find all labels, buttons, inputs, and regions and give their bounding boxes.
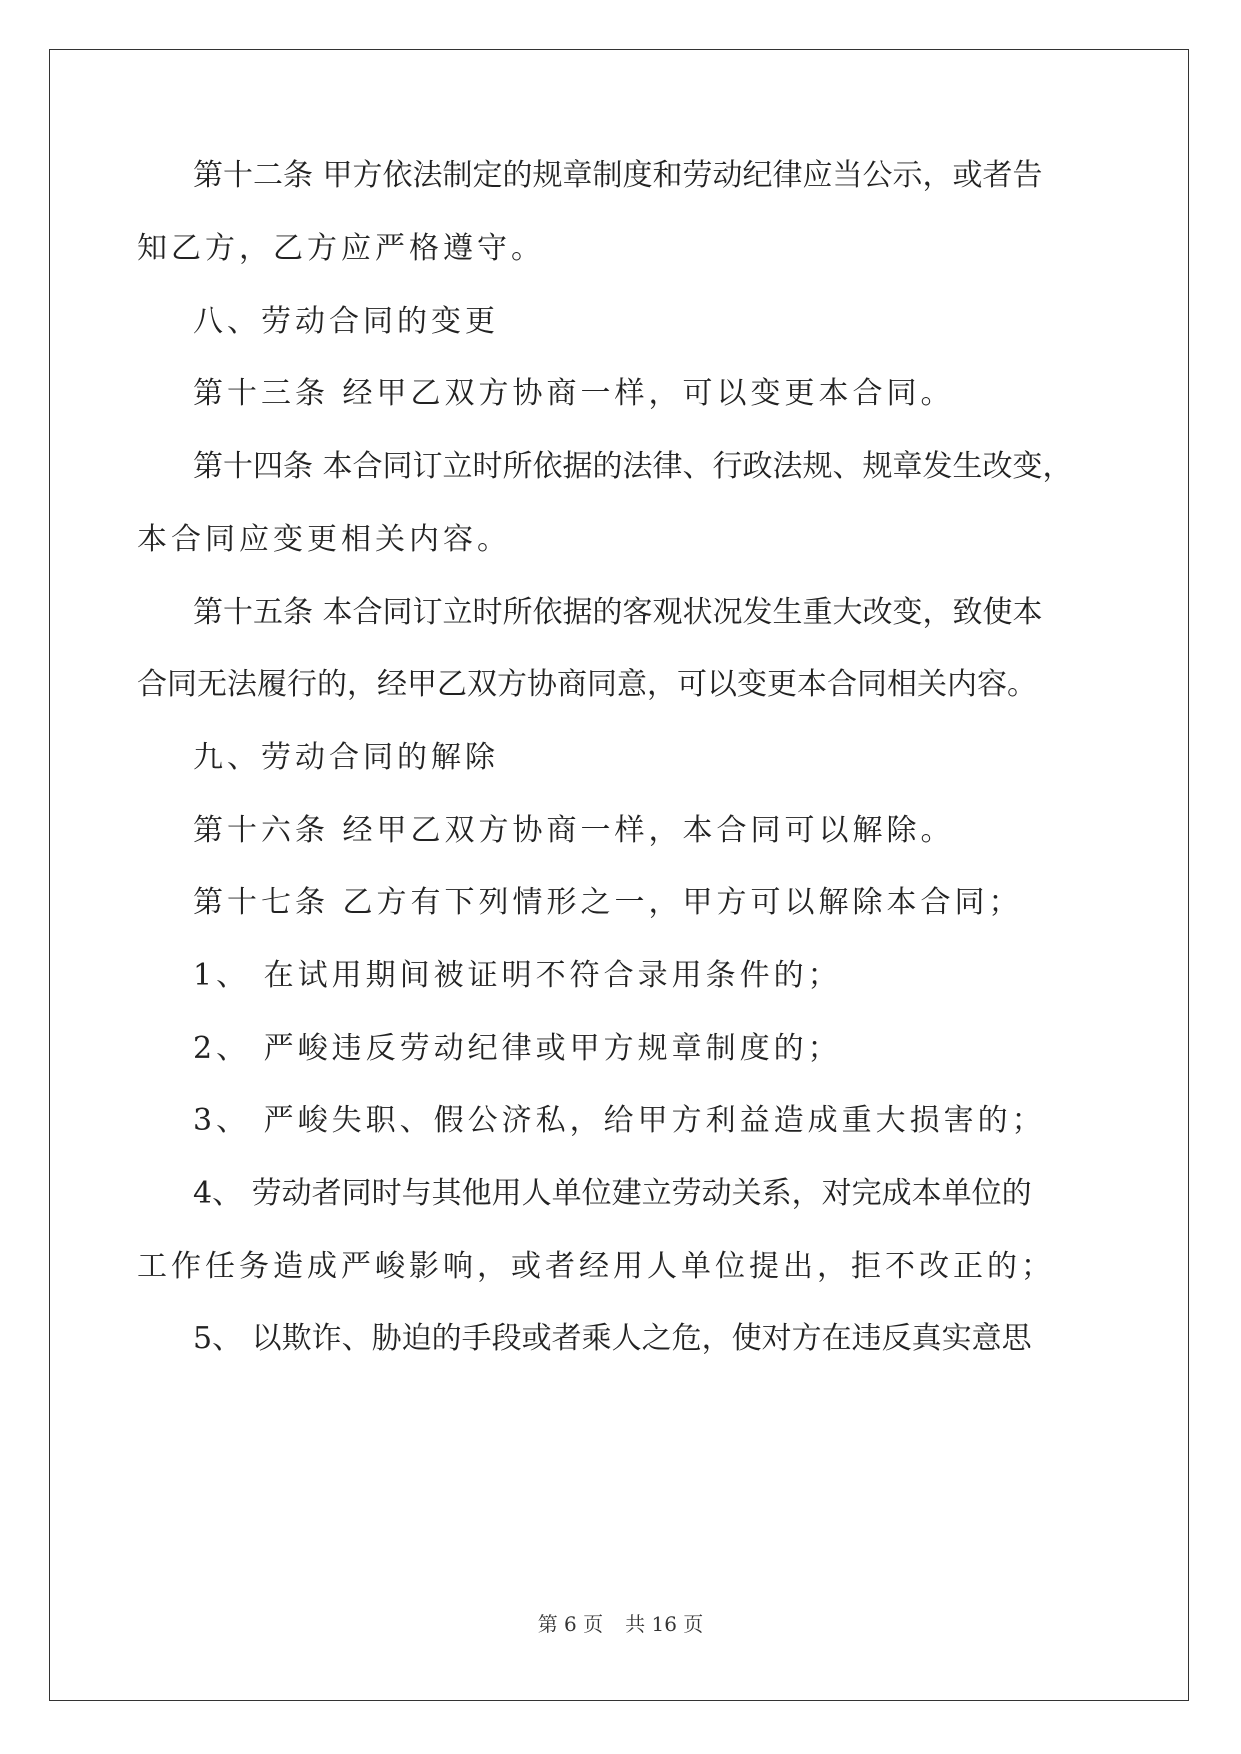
- paragraph-article-17: 第十七条 乙方有下列情形之一，甲方可以解除本合同；: [193, 885, 1023, 920]
- paragraph-article-14-line2: 本合同应变更相关内容。: [137, 522, 511, 557]
- paragraph-article-15-line2: 合同无法履行的，经甲乙双方协商同意，可以变更本合同相关内容。: [137, 667, 1037, 702]
- page-footer: [0, 1611, 1241, 1637]
- paragraph-article-12-line1: 第十二条 甲方依法制定的规章制度和劳动纪律应当公示，或者告: [193, 158, 1043, 193]
- section-heading-contract-change: 八、劳动合同的变更: [193, 304, 499, 339]
- list-item-3: 3、 严峻失职、假公济私，给甲方利益造成重大损害的；: [193, 1103, 1046, 1138]
- section-heading-contract-termination: 九、劳动合同的解除: [193, 740, 499, 775]
- page-number: 第 6 页: [537, 1612, 604, 1636]
- page-total: 共 16 页: [625, 1612, 704, 1636]
- paragraph-article-14-line1: 第十四条 本合同订立时所依据的法律、行政法规、规章发生改变，: [193, 449, 1073, 484]
- list-item-2: 2、 严峻违反劳动纪律或甲方规章制度的；: [193, 1031, 842, 1066]
- paragraph-article-12-line2: 知乙方，乙方应严格遵守。: [137, 231, 545, 266]
- paragraph-article-15-line1: 第十五条 本合同订立时所依据的客观状况发生重大改变，致使本: [193, 595, 1043, 630]
- list-item-1: 1、 在试用期间被证明不符合录用条件的；: [193, 958, 842, 993]
- paragraph-article-16: 第十六条 经甲乙双方协商一样，本合同可以解除。: [193, 813, 955, 848]
- page-border: [49, 49, 1189, 1701]
- list-item-5-line1: 5、 以欺诈、胁迫的手段或者乘人之危，使对方在违反真实意思: [193, 1321, 1032, 1356]
- paragraph-article-13: 第十三条 经甲乙双方协商一样，可以变更本合同。: [193, 376, 955, 411]
- list-item-4-line1: 4、 劳动者同时与其他用人单位建立劳动关系，对完成本单位的: [193, 1176, 1032, 1211]
- list-item-4-line2: 工作任务造成严峻影响，或者经用人单位提出，拒不改正的；: [137, 1249, 1055, 1284]
